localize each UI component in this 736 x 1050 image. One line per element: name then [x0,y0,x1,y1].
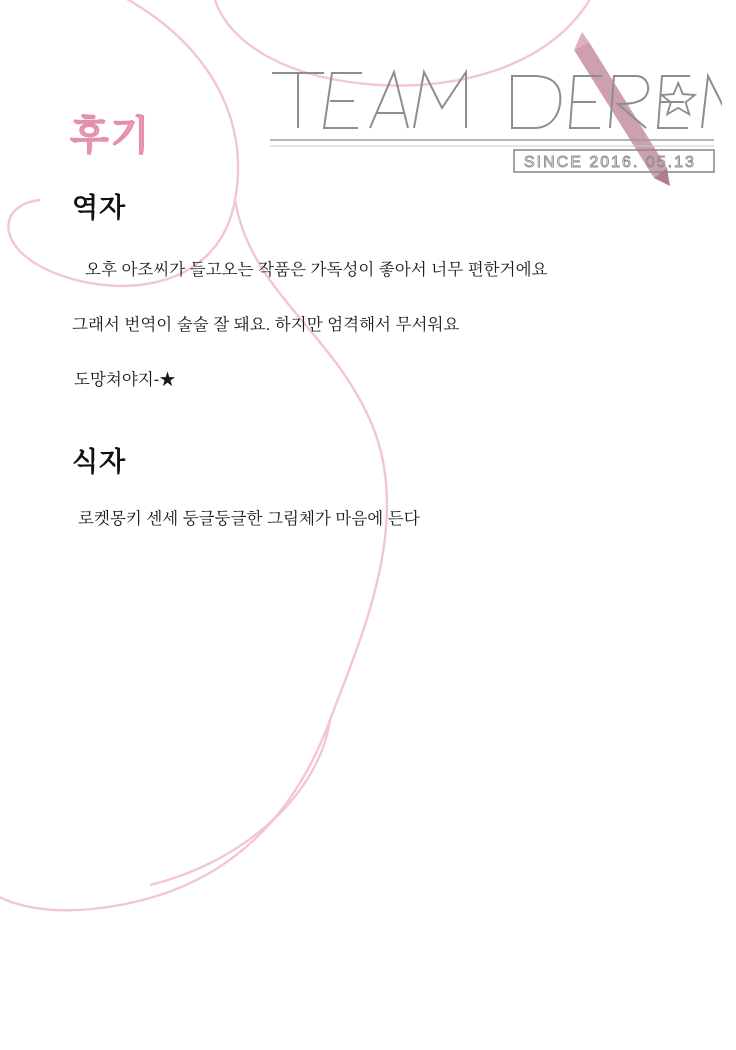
logo-since-text: SINCE 2016. 05.13 [524,154,696,171]
translator-line-1: 오후 아조씨가 들고오는 작품은 가독성이 좋아서 너무 편한거에요 [85,261,548,279]
translator-line-3: 도망쳐야지-★ [74,371,176,389]
section-heading-typesetter: 식자 [72,447,127,477]
page-title: 후기 [70,114,152,158]
translator-line-2: 그래서 번역이 술술 잘 돼요. 하지만 엄격해서 무서워요 [72,316,460,334]
team-logo [262,28,722,188]
section-heading-translator: 역자 [72,193,127,223]
typesetter-line-1: 로켓몽키 센세 둥글둥글한 그림체가 마음에 든다 [78,510,420,528]
